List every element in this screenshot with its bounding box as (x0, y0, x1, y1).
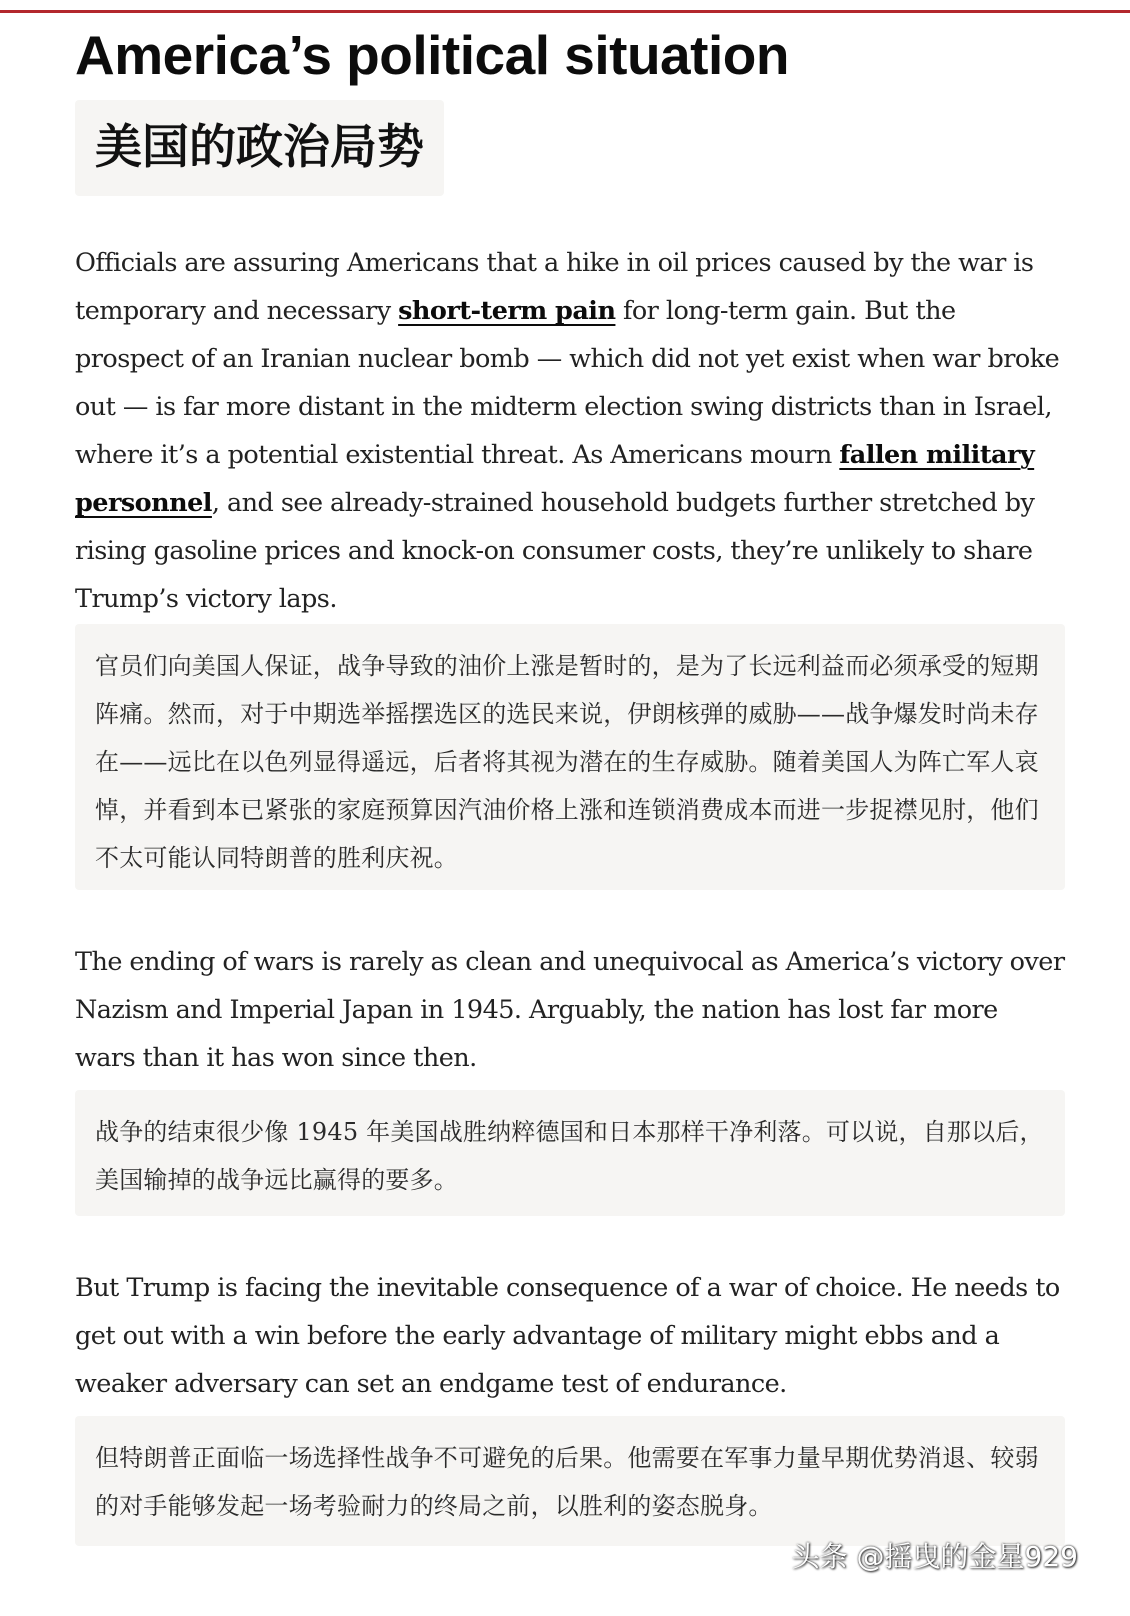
paragraph-2: The ending of wars is rarely as clean and unequivocal as America’s victory over Nazism and Imperial Japan in 1945. Arguably, the nation has lost far more wars than it has won since then. (75, 947, 1065, 1073)
paragraph-1-text-c: , and see already-strained household budgets further stretched by rising gasoline prices and knock-on consumer costs, they’re unlikely to share Trump’s victory laps. (75, 488, 1035, 614)
paragraph-3-translation: 但特朗普正面临一场选择性战争不可避免的后果。他需要在军事力量早期优势消退、较弱的对手能够发起一场考验耐力的终局之前，以胜利的姿态脱身。 (95, 1444, 1039, 1520)
watermark: 头条 @摇曳的金星929 (791, 1540, 1078, 1573)
fallen-military-personnel-link[interactable]: fallen military personnel (75, 440, 1035, 518)
paragraph-1-text-a: Officials are assuring Americans that a hike in oil prices caused by the war is temporary and necessary (75, 248, 1034, 326)
headline-translation: 美国的政治局势 (75, 100, 444, 196)
paragraph-1-text-b: for long-term gain. But the prospect of an Iranian nuclear bomb — which did not yet exist when war broke out — is far more distant in the midterm election swing districts than in Israel, where it’s a potential existential threat. As Americans mourn (75, 296, 1060, 470)
paragraph-2-translation-box (75, 1090, 1065, 1216)
paragraph-1-translation: 官员们向美国人保证，战争导致的油价上涨是暂时的，是为了长远利益而必须承受的短期阵痛。然而，对于中期选举摇摆选区的选民来说，伊朗核弹的威胁——战争爆发时尚未存在——远比在以色列显得遥远，后者将其视为潜在的生存威胁。随着美国人为阵亡军人哀悼，并看到本已紧张的家庭预算因汽油价格上涨和连锁消费成本而进一步捉襟见肘，他们不太可能认同特朗普的胜利庆祝。 (95, 652, 1039, 872)
short-term-pain-link[interactable]: short-term pain (398, 296, 616, 326)
top-accent-rule (0, 10, 1130, 13)
paragraph-3-translation-box (75, 1416, 1065, 1546)
paragraph-2-translation: 战争的结束很少像 1945 年美国战胜纳粹德国和日本那样干净利落。可以说，自那以后，美国输掉的战争远比赢得的要多。 (95, 1118, 1044, 1194)
paragraph-1 (75, 239, 1065, 623)
headline: America’s political situation (75, 24, 789, 86)
paragraph-1-translation-box (75, 624, 1065, 890)
paragraph-3: But Trump is facing the inevitable consequence of a war of choice. He needs to get out with a win before the early advantage of military might ebbs and a weaker adversary can set an endgame test of endurance. (75, 1273, 1060, 1399)
